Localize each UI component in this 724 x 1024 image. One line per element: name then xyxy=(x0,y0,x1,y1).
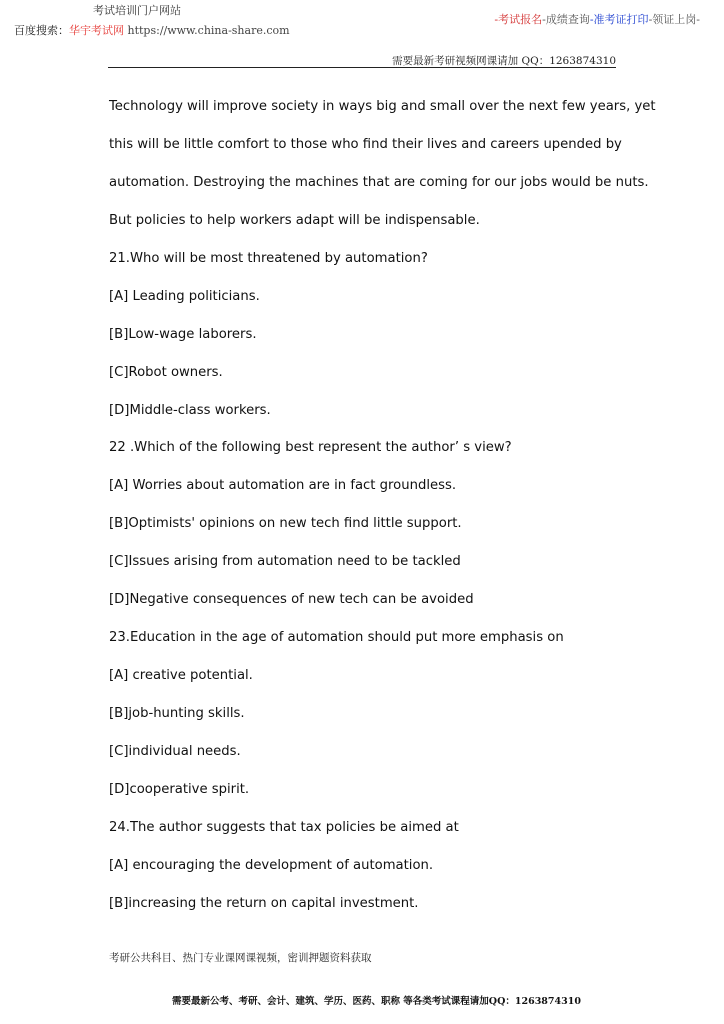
body-line: Technology will improve society in ways big and small over the next few years, yet xyxy=(109,99,656,114)
qq-notice: 需要最新考研视频网课请加 QQ：1263874310 xyxy=(392,55,616,67)
option-21-c: [C]Robot owners. xyxy=(109,364,223,380)
option-22-c: [C]Issues arising from automation need to be tackled xyxy=(109,554,461,570)
body-line: But policies to help workers adapt will be indispensable. xyxy=(109,212,480,228)
option-22-a: [A] Worries about automation are in fact groundless. xyxy=(109,478,457,494)
option-23-a: [A] creative potential. xyxy=(109,668,253,684)
footer-note: 考研公共科目、热门专业课网课视频，密训押题资料获取 xyxy=(109,952,372,964)
score-query-link[interactable]: -成绩查询 xyxy=(542,13,590,26)
body-line: automation. Destroying the machines that are coming for our jobs would be nuts. xyxy=(109,174,649,190)
site-url[interactable]: https://www.china-share.com xyxy=(127,24,290,37)
footer-contact: 需要最新公考、考研、会计、建筑、学历、医药、职称 等各类考试课程请加QQ：1263874310 xyxy=(172,996,581,1007)
option-24-a: [A] encouraging the development of automation. xyxy=(109,857,434,873)
search-prefix: 百度搜索： xyxy=(14,24,69,37)
question-21: 21.Who will be most threatened by automation? xyxy=(109,250,428,266)
option-23-d: [D]cooperative spirit. xyxy=(109,781,250,797)
exam-registration-link[interactable]: -考试报名 xyxy=(494,13,543,26)
option-21-b: [B]Low-wage laborers. xyxy=(109,326,257,342)
option-22-d: [D]Negative consequences of new tech can be avoided xyxy=(109,592,474,608)
baidu-search-line xyxy=(14,22,290,38)
brand-name[interactable]: 华宇考试网 xyxy=(69,24,124,37)
admission-ticket-link[interactable]: -准考证打印 xyxy=(589,13,649,26)
option-22-b: [B]Optimists' opinions on new tech find little support. xyxy=(109,516,462,532)
option-23-c: [C]individual needs. xyxy=(109,743,241,759)
header-divider xyxy=(108,67,616,68)
option-24-b: [B]increasing the return on capital investment. xyxy=(109,895,419,911)
question-24: 24.The author suggests that tax policies be aimed at xyxy=(109,819,459,835)
top-links xyxy=(494,11,700,27)
question-23: 23.Education in the age of automation should put more emphasis on xyxy=(109,630,564,646)
body-line: this will be little comfort to those who find their lives and careers upended by xyxy=(109,136,622,152)
option-23-b: [B]job-hunting skills. xyxy=(109,706,245,721)
question-22: 22 .Which of the following best represent the author’ s view? xyxy=(109,440,512,456)
site-title: 考试培训门户网站 xyxy=(93,4,181,17)
option-21-a: [A] Leading politicians. xyxy=(109,288,260,304)
document-body xyxy=(109,92,656,927)
option-21-d: [D]Middle-class workers. xyxy=(109,402,271,418)
certificate-link[interactable]: -领证上岗- xyxy=(648,13,700,26)
